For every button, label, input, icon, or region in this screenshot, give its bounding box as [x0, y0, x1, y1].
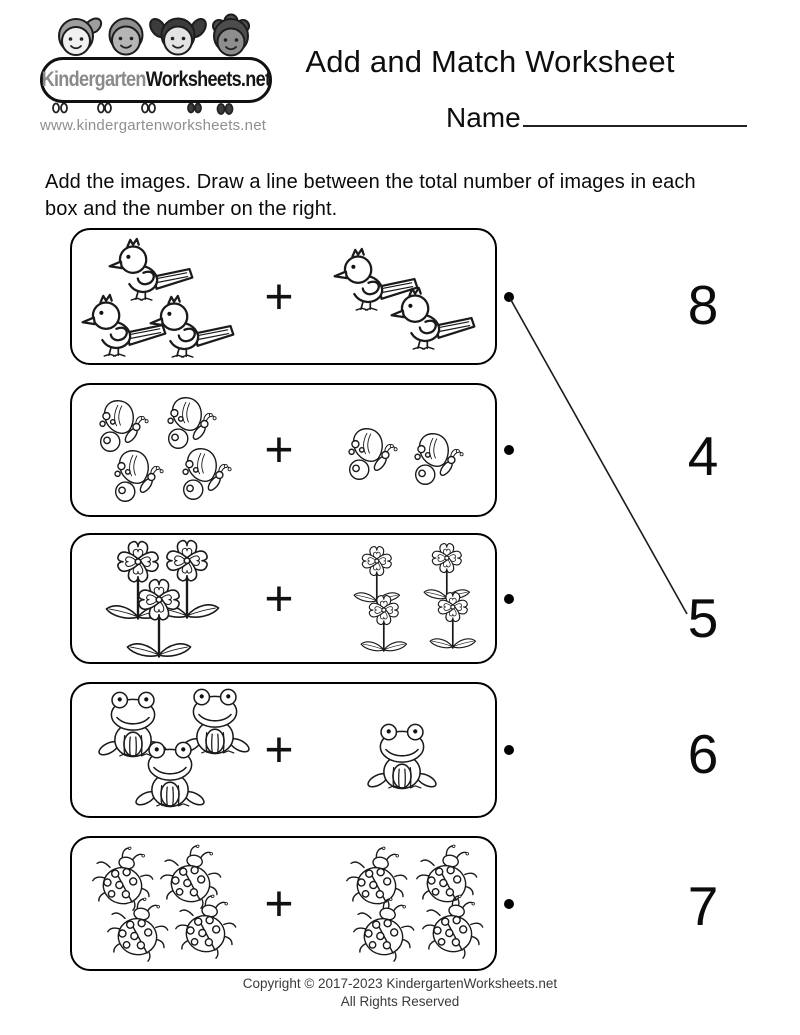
match-dot-3[interactable]	[504, 594, 514, 604]
frog-image	[367, 723, 437, 797]
plus-operator: +	[264, 875, 294, 931]
plus-operator: +	[264, 721, 294, 778]
answer-number-5[interactable]: 5	[687, 587, 719, 649]
right-image-group	[327, 234, 477, 359]
drawn-connection-line	[509, 297, 687, 615]
right-image-group	[327, 539, 477, 658]
logo-wordmark	[42, 68, 271, 92]
name-label: Name	[446, 102, 521, 133]
butterfly-image	[340, 425, 404, 485]
name-blank-line[interactable]	[523, 101, 747, 127]
problem-box-flower	[70, 533, 497, 664]
ladybug-image	[352, 897, 416, 965]
right-image-group	[327, 688, 477, 812]
site-url: www.kindergartenworksheets.net	[40, 117, 267, 134]
flower-image	[355, 593, 413, 658]
instructions	[45, 169, 760, 223]
answer-number-8[interactable]: 8	[687, 274, 719, 336]
left-image-group	[82, 234, 252, 359]
problem-box-butterfly	[70, 383, 497, 517]
problem-box-bird	[70, 228, 497, 365]
plus-operator: +	[264, 570, 294, 626]
name-field	[446, 101, 747, 134]
brand-gray-text: Kindergarten	[41, 68, 146, 91]
brand-black-text: Worksheets.net	[145, 68, 271, 91]
footer-copyright: Copyright © 2017-2023 KindergartenWorksheets.net	[242, 976, 558, 991]
ladybug-image	[421, 894, 485, 962]
butterfly-image	[406, 430, 470, 490]
instructions-line-1: Add the images. Draw a line between the total number of images in each	[45, 171, 696, 193]
instructions-line-2: box and the number on the right.	[45, 198, 338, 220]
logo-banner	[40, 57, 272, 103]
answer-number-6[interactable]: 6	[687, 723, 719, 785]
left-image-group	[82, 688, 252, 812]
butterfly-image	[174, 445, 238, 505]
answer-number-4[interactable]: 4	[687, 425, 719, 487]
footer	[0, 975, 800, 1010]
match-dot-1[interactable]	[504, 292, 514, 302]
problem-box-frog	[70, 682, 497, 818]
left-image-group	[82, 389, 252, 511]
footer-rights: All Rights Reserved	[340, 993, 460, 1009]
frog-image	[135, 741, 205, 815]
answer-number-7[interactable]: 7	[687, 875, 719, 937]
left-image-group	[82, 842, 252, 965]
ladybug-image	[106, 897, 170, 965]
ladybug-image	[174, 894, 238, 962]
match-dot-5[interactable]	[504, 899, 514, 909]
right-image-group	[327, 389, 477, 511]
left-image-group	[82, 539, 252, 658]
bird-image	[385, 286, 479, 352]
match-dot-2[interactable]	[504, 445, 514, 455]
plus-operator: +	[264, 421, 294, 478]
butterfly-image	[106, 447, 170, 507]
problem-box-ladybug	[70, 836, 497, 971]
match-dot-4[interactable]	[504, 745, 514, 755]
bird-image	[144, 294, 238, 360]
plus-operator: +	[264, 268, 294, 324]
right-image-group	[327, 842, 477, 965]
flower-image	[119, 576, 199, 664]
flower-image	[424, 590, 482, 655]
page-title: Add and Match Worksheet	[305, 44, 675, 79]
